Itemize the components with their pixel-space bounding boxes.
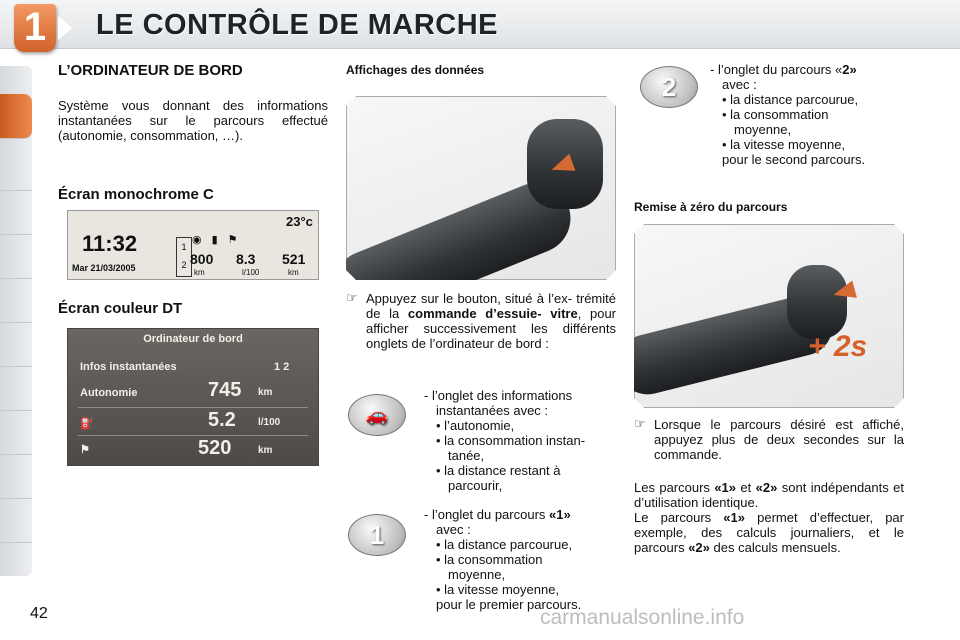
page-number: 42 bbox=[30, 605, 48, 622]
divider bbox=[78, 407, 308, 408]
mono-value-2: 8.3 bbox=[236, 251, 256, 267]
tab-info-list: - l’onglet des informations instantanées avec : • l’autonomie, • la consommation instan- tanée, • la distance restant à parcourir, bbox=[424, 388, 586, 493]
sidebar-tab[interactable] bbox=[0, 498, 32, 543]
sidebar-tab-active[interactable] bbox=[0, 94, 32, 139]
chapter-sidebar bbox=[0, 66, 32, 576]
sidebar-tab[interactable] bbox=[0, 146, 32, 191]
chapter-number-tab: 1 bbox=[14, 4, 56, 52]
color-row-unit: l/100 bbox=[258, 417, 281, 428]
color-row-label: Autonomie bbox=[80, 387, 138, 399]
color-row-value: 520 bbox=[198, 437, 232, 459]
sidebar-tab[interactable] bbox=[0, 322, 32, 367]
color-row-value: 5.2 bbox=[208, 409, 236, 431]
mono-trip-2: 2 bbox=[181, 260, 187, 270]
color-display-image bbox=[67, 328, 319, 466]
watermark: carmanualsonline.info bbox=[540, 606, 745, 629]
mono-value-1: 800 bbox=[190, 251, 214, 267]
plus-2s-label: + 2s bbox=[808, 330, 868, 363]
divider bbox=[78, 435, 308, 436]
pointer-bullet-icon: ☞ bbox=[346, 291, 358, 306]
sidebar-tab[interactable] bbox=[0, 190, 32, 235]
sidebar-tab[interactable] bbox=[0, 234, 32, 279]
pointer-bullet-icon: ☞ bbox=[634, 417, 646, 432]
mono-unit-3: km bbox=[288, 268, 299, 277]
trips-usage-paragraph: Le parcours «1» permet d’effectuer, par exemple, des calculs journaliers, et le parcours «2» des calculs mensuels. bbox=[634, 510, 904, 555]
mono-value-3: 521 bbox=[282, 251, 306, 267]
tab-2-list: - l’onglet du parcours «2» avec : • la distance parcourue, • la consommation moyenne, • la vitesse moyenne, pour le second parcours. bbox=[710, 62, 866, 167]
car-icon: 🚗 bbox=[348, 394, 406, 436]
color-display-title: Ordinateur de bord bbox=[143, 333, 243, 345]
reset-heading: Remise à zéro du parcours bbox=[634, 200, 788, 214]
mono-time: 11:32 bbox=[82, 231, 138, 256]
arrow-icon bbox=[831, 280, 857, 303]
sidebar-tab[interactable] bbox=[0, 454, 32, 499]
color-row-value: 1 2 bbox=[274, 361, 290, 373]
trip-2-icon: 2 bbox=[640, 66, 698, 108]
sidebar-tab[interactable] bbox=[0, 366, 32, 411]
mono-date: Mar 21/03/2005 bbox=[72, 263, 136, 273]
chapter-header bbox=[0, 0, 960, 49]
fuel-icon: ⛽ bbox=[80, 418, 94, 430]
reset-stalk-photo bbox=[634, 224, 904, 408]
trips-independent-paragraph: Les parcours «1» et «2» sont indépendants et d’utilisation identique. bbox=[634, 480, 904, 510]
intro-paragraph: Système vous donnant des informations instantanées sur le parcours effectué (autonomie, consommation, …). bbox=[58, 98, 328, 143]
mono-unit-2: l/100 bbox=[242, 268, 260, 277]
sidebar-tab[interactable] bbox=[0, 278, 32, 323]
reset-instruction: ☞ Lorsque le parcours désiré est affiché, appuyez plus de deux secondes sur la commande. bbox=[634, 417, 904, 462]
color-row-label: Infos instantanées bbox=[80, 361, 177, 373]
mono-trip-1: 1 bbox=[181, 242, 187, 252]
flag-icon: ⚑ bbox=[80, 444, 90, 456]
data-display-heading: Affichages des données bbox=[346, 63, 485, 77]
instruction-paragraph: ☞ Appuyez sur le bouton, situé à l’ex- trémité de la commande d’essuie- vitre, pour afficher successivement les différents onglets de l’ordinateur de bord : bbox=[346, 291, 616, 351]
chapter-arrow-icon bbox=[58, 16, 72, 40]
tab-1-list: - l’onglet du parcours «1» avec : • la distance parcourue, • la consommation moyenne, • la vitesse moyenne, pour le premier parcours. bbox=[424, 507, 582, 612]
trip-1-icon: 1 bbox=[348, 514, 406, 556]
monochrome-display-image bbox=[67, 210, 319, 280]
mono-car-fuel-flag-icon: ◉▮⚑ bbox=[192, 234, 248, 246]
chapter-title: LE CONTRÔLE DE MARCHE bbox=[96, 9, 498, 41]
section-title: L’ORDINATEUR DE BORD bbox=[58, 62, 243, 79]
mono-screen-heading: Écran monochrome C bbox=[58, 186, 214, 203]
wiper-stalk-photo bbox=[346, 96, 616, 280]
mono-unit-1: km bbox=[194, 268, 205, 277]
mono-temperature: 23°c bbox=[286, 214, 313, 229]
color-row-unit: km bbox=[258, 445, 273, 456]
color-screen-heading: Écran couleur DT bbox=[58, 300, 183, 317]
color-row-value: 745 bbox=[208, 379, 242, 401]
sidebar-tab[interactable] bbox=[0, 410, 32, 455]
color-row-unit: km bbox=[258, 387, 273, 398]
